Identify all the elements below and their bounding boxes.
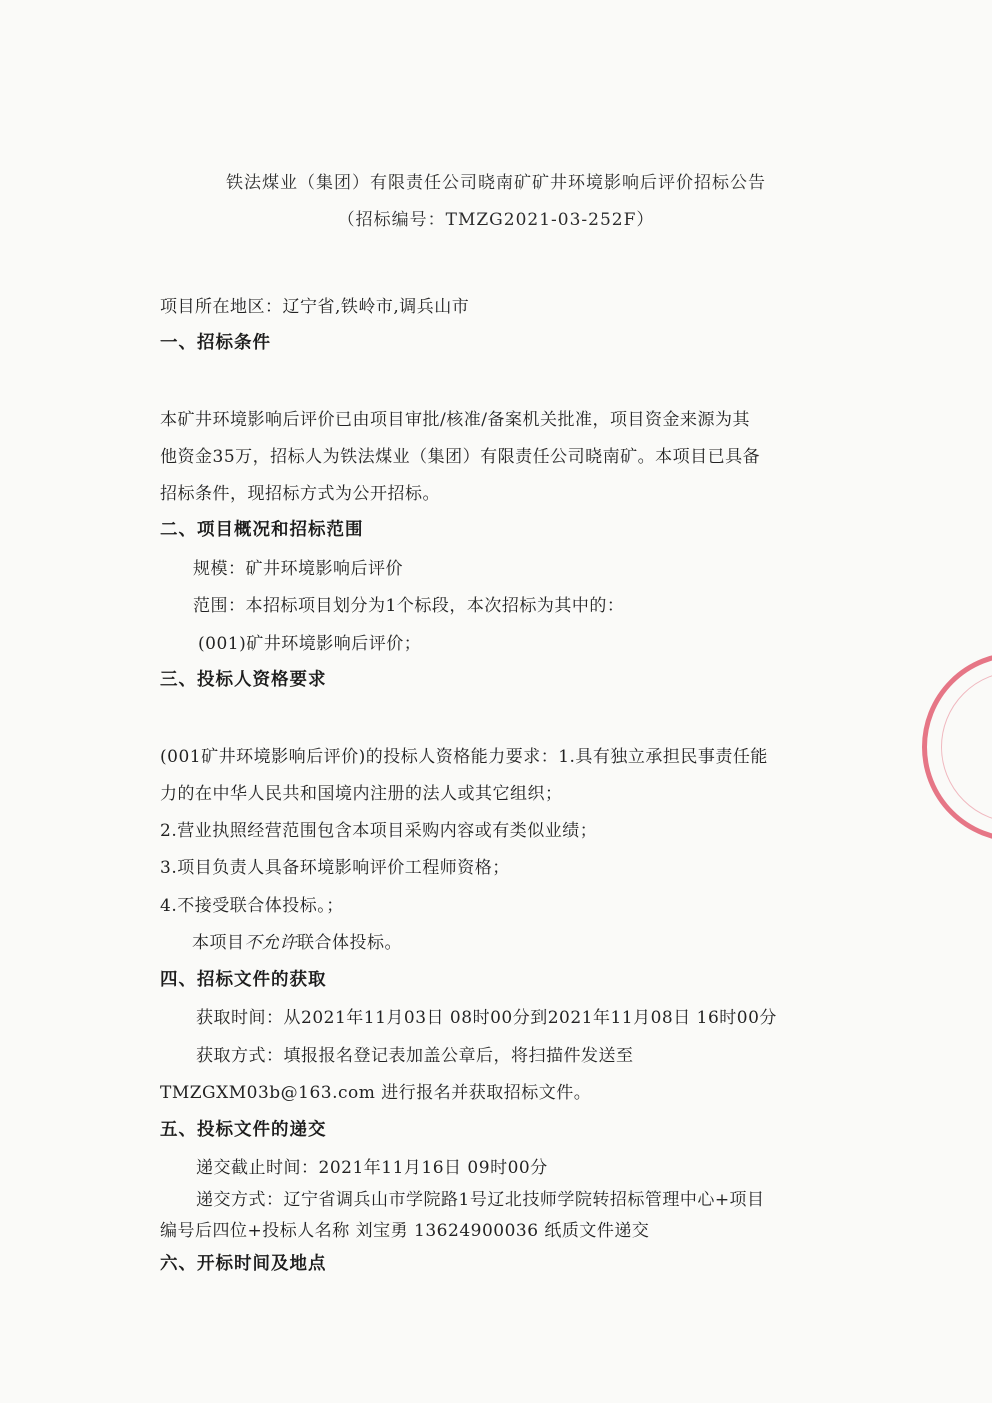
paragraph-line: 他资金35万，招标人为铁法煤业（集团）有限责任公司晓南矿。本项目已具备 xyxy=(160,447,761,467)
joint-bid-emphasis: 不允许 xyxy=(244,933,297,953)
lot-line: (001)矿井环境影响后评价； xyxy=(198,634,422,654)
submit-method-cont: 编号后四位+投标人名称 刘宝勇 13624900036 纸质文件递交 xyxy=(160,1221,650,1241)
seal-inner-ring xyxy=(941,671,992,823)
scope-line: 范围：本招标项目划分为1个标段，本次招标为其中的： xyxy=(193,596,625,616)
bid-number: （招标编号：TMZG2021-03-252F） xyxy=(337,210,655,230)
section-heading-6: 六、开标时间及地点 xyxy=(160,1254,327,1274)
section-heading-4: 四、招标文件的获取 xyxy=(160,970,327,990)
email-line: TMZGXM03b@163.com 进行报名并获取招标文件。 xyxy=(160,1083,592,1103)
section-heading-1: 一、招标条件 xyxy=(160,333,271,353)
acquire-method: 获取方式：填报报名登记表加盖公章后，将扫描件发送至 xyxy=(196,1046,634,1066)
qualification-line: 4.不接受联合体投标。； xyxy=(160,896,344,916)
qualification-line: 力的在中华人民共和国境内注册的法人或其它组织； xyxy=(160,784,563,804)
paragraph-line: 招标条件，现招标方式为公开招标。 xyxy=(160,484,440,504)
qualification-line: (001矿井环境影响后评价)的投标人资格能力要求：1.具有独立承担民事责任能 xyxy=(160,747,768,767)
joint-bid-prefix: 本项目 xyxy=(192,933,245,953)
section-heading-3: 三、投标人资格要求 xyxy=(160,670,327,690)
scale-line: 规模：矿井环境影响后评价 xyxy=(193,559,403,579)
acquire-time: 获取时间：从2021年11月03日 08时00分到2021年11月08日 16时00分 xyxy=(196,1008,777,1028)
section-heading-2: 二、项目概况和招标范围 xyxy=(160,520,364,540)
submit-method: 递交方式：辽宁省调兵山市学院路1号辽北技师学院转招标管理中心+项目 xyxy=(196,1190,765,1210)
submit-deadline: 递交截止时间：2021年11月16日 09时00分 xyxy=(196,1158,548,1178)
document-title: 铁法煤业（集团）有限责任公司晓南矿矿井环境影响后评价招标公告 xyxy=(226,173,766,193)
joint-bid-line xyxy=(192,928,402,953)
joint-bid-suffix: 联合体投标。 xyxy=(297,933,402,953)
paragraph-line: 本矿井环境影响后评价已由项目审批/核准/备案机关批准，项目资金来源为其 xyxy=(160,410,750,430)
qualification-line: 2.营业执照经营范围包含本项目采购内容或有类似业绩； xyxy=(160,821,598,841)
official-seal-stamp xyxy=(922,652,992,842)
section-heading-5: 五、投标文件的递交 xyxy=(160,1120,327,1140)
qualification-line: 3.项目负责人具备环境影响评价工程师资格； xyxy=(160,858,510,878)
project-region: 项目所在地区：辽宁省,铁岭市,调兵山市 xyxy=(160,297,470,317)
